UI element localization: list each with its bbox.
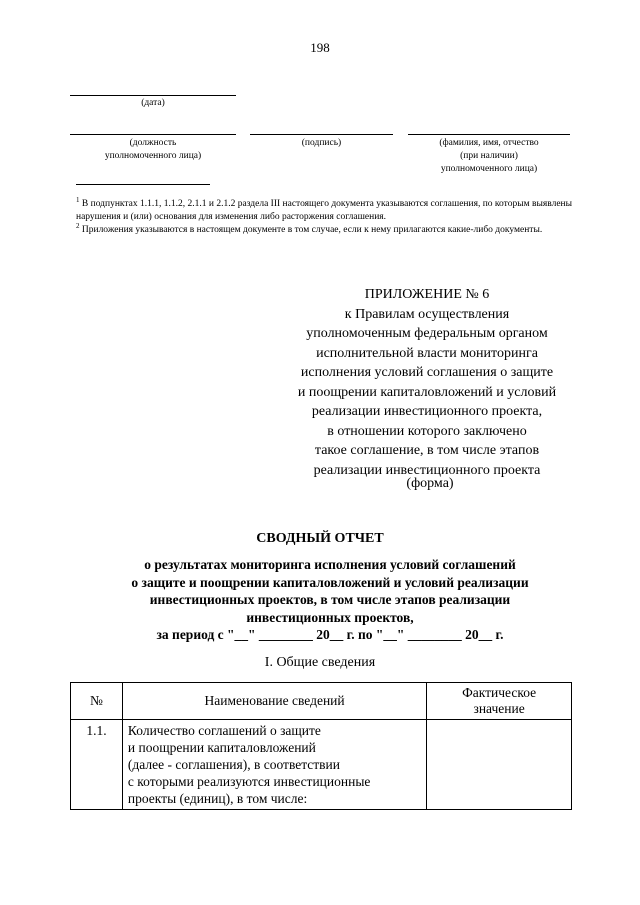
- footnote-1-text: В подпунктах 1.1.1, 1.1.2, 2.1.1 и 2.1.2 раздела III настоящего документа указываются соглашения, по которым выявлены нарушения и (или) основания для изменения либо расторжения соглашения.: [76, 199, 573, 222]
- footnote-1: [76, 194, 572, 223]
- name-line: [408, 134, 570, 135]
- col-header-value: Фактическое значение: [427, 683, 572, 720]
- signature-line: [250, 134, 393, 135]
- footnote-2-text: Приложения указываются в настоящем документе в том случае, если к нему прилагаются какие-либо документы.: [81, 225, 543, 236]
- footnote-2-mark: 2: [76, 222, 80, 230]
- footnote-1-mark: 1: [76, 196, 80, 204]
- date-line: [70, 95, 236, 96]
- col-header-number: №: [71, 683, 123, 720]
- row-name: Количество соглашений о защите и поощрении капиталовложений (далее - соглашения), в соответствии с которыми реализуются инвестиционные проекты (единиц), в том числе:: [122, 720, 426, 810]
- appendix-header: ПРИЛОЖЕНИЕ № 6 к Правилам осуществления уполномоченным федеральным органом исполнительной власти мониторинга исполнения условий соглашения о защите и поощрении капиталовложений и условий реализации инвестиционного проекта, в отношении которого заключено такое соглашение, в том числе этапов реализации инвестиционного проекта: [297, 287, 557, 478]
- general-info-table: [70, 682, 572, 810]
- row-number: 1.1.: [71, 720, 123, 810]
- col-header-name: Наименование сведений: [122, 683, 426, 720]
- report-title: СВОДНЫЙ ОТЧЕТ: [256, 531, 384, 546]
- forma-label: (форма): [406, 476, 454, 491]
- report-subtitle: о результатах мониторинга исполнения условий соглашений о защите и поощрении капиталовложений и условий реализации инвестиционных проектов, в том числе этапов реализации инвестиционных проектов, за период с "__" ________ 20__ г. по "__" ________ 20__ г.: [131, 557, 529, 642]
- signature-caption: (подпись): [301, 138, 342, 148]
- row-value: [427, 720, 572, 810]
- table-row: [71, 720, 572, 810]
- page-number: 198: [310, 40, 330, 55]
- section-heading: I. Общие сведения: [264, 655, 376, 670]
- position-caption: (должность уполномоченного лица): [104, 138, 202, 161]
- table-header-row: [71, 683, 572, 720]
- position-line: [70, 134, 236, 135]
- date-caption: (дата): [141, 98, 165, 108]
- footnote-separator: [76, 184, 210, 185]
- footnote-2: [76, 220, 572, 237]
- name-caption: (фамилия, имя, отчество (при наличии) уполномоченного лица): [439, 138, 539, 174]
